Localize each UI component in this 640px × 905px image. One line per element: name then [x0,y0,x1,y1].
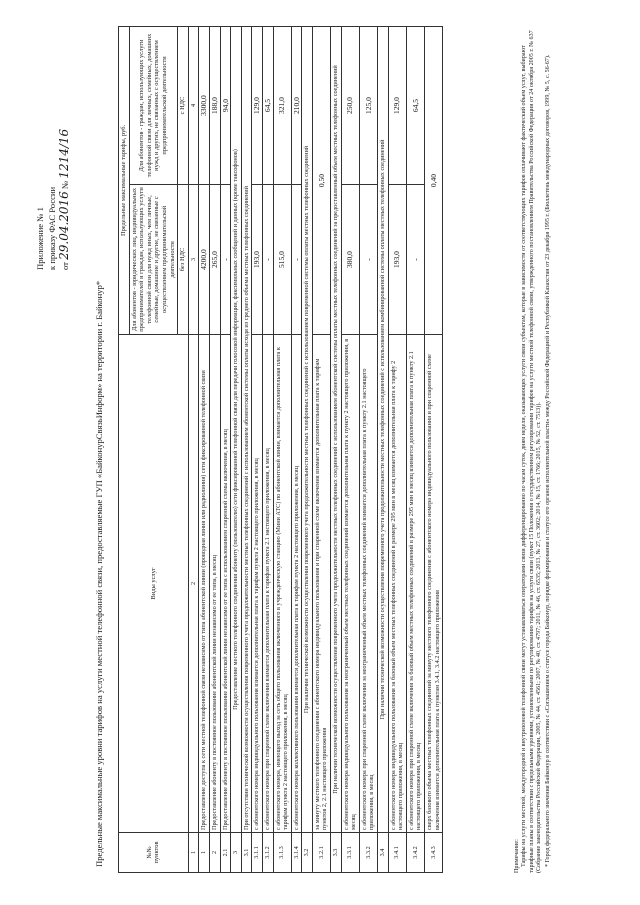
table-row [199,26,210,872]
row-num: 3.3.2 [359,833,377,873]
document-header [34,40,71,270]
row-text: с абонентского номера, имеющего выход за сеть общего пользования включенного в учрежденческую станцию (Мини АТС) по абонентской линии, взимается дополнительная плата к тарифам пункта 2 настоящего приложения, в месяц [273,335,291,833]
row-num: 3.1 [241,833,252,873]
table-row [273,26,291,872]
row-value-legal: 515,0 [273,185,291,335]
row-num: 3.1.1 [252,833,263,873]
row-num: 3.1.4 [291,833,302,873]
row-text: сверх базового объема местных телефонных соединений за минуту местного телефонного соединения с абонентского номера индивидуального пользования и при спаренной схеме включения взимается дополнительная плата к пунктам 3.4.1, 3.4.2 настоящего приложения [425,335,443,833]
header-limits: Предельные максимальные тарифы, руб. [119,26,130,334]
section-row [241,26,252,872]
table-row [220,26,231,872]
table-row [262,26,273,872]
row-text: Предоставление абоненту в постоянное пользование абонентской линии независимо от ее типа, в месяц [209,335,220,833]
row-text: Предоставление абоненту в постоянное пользование абонентской линии независимо от ее типа с использованием спаренной схемы включения, в месяц [220,335,231,833]
table-row [425,26,443,872]
row-value-legal: - [359,185,377,335]
row-num: 2.1 [220,833,231,873]
section-row [231,26,242,872]
row-num: 1 [199,833,210,873]
order-date-line [58,40,71,270]
row-value-citizens: 250,0 [341,26,359,184]
row-value-legal: - [291,185,302,335]
row-value-legal: 193,0 [388,185,406,335]
row-num: 3.1.3 [273,833,291,873]
section-3-1-title: При отсутствии технической возможности осуществления повременного учета продолжительности местных телефонных соединений с использованием абонентской системы оплаты исходя из среднего объема местных телефонных соединений [241,26,252,832]
appendix-label: Приложение № 1 [35,207,45,270]
column-number: 4 [188,26,199,184]
row-text: с абонентского номера индивидуального пользования взимается дополнительная плата к тарифам пункта 2 настоящего приложения, в месяц [252,335,263,833]
header-services: Виды услуг [119,335,189,833]
row-num: 3 [231,833,242,873]
row-num: 3.4.3 [425,833,443,873]
header-legal: Для абонентов - юридических лиц, индивидуальных предпринимателей и граждан, использующих услуги телефонной связи для нужд иных, чем личные, семейные, домашние и другие, не связанные с осуществлением предпринимательской деятельности [129,185,178,335]
column-number: 3 [188,185,199,335]
row-text: с абонентского номера при спаренной схеме включения за неограниченный объем местных телефонных соединений взимается дополнительная плата к пункту 2.1 настоящего приложения, в месяц [359,335,377,833]
section-3-2-title: При наличии технической возможности осуществления повременного учета продолжительности местных телефонных соединений с использованием повременной системы оплаты местных телефонных соединений [302,26,313,832]
header-citizens: Для абонентов - граждан, использующих услуги телефонной связи для личных, семейных, домашних нужд и других, не связанных с осуществлением предпринимательской деятельности [129,26,178,184]
row-text: Предоставление доступа к сети местной телефонной связи независимо от типа абонентской линии (проводная линия или радиолиния) сети фиксированной телефонной связи [199,335,210,833]
table-row [252,26,263,872]
date-prefix: от [60,262,70,270]
row-value-legal: 380,0 [341,185,359,335]
order-line: к приказу ФАС России [47,186,57,270]
row-value-shared: 0,40 [425,26,443,334]
section-row [378,26,389,872]
row-text: с абонентского номера индивидуального пользования за базовый объем местных телефонных соединений в размере 295 мин в месяц взимается дополнительная плата к тарифу 2 настоящего приложения, в месяц [388,335,406,833]
row-text: с абонентского номера коллективного пользования взимается дополнительная плата к тарифам пункта 2 настоящего приложения, в месяц [291,335,302,833]
column-number: 1 [188,833,199,873]
row-num: 3.2 [302,833,313,873]
row-value-legal: - [406,185,424,335]
column-number-row [188,26,199,872]
notes-block [514,27,553,873]
table-row [312,26,330,872]
section-row [302,26,313,872]
document-title [94,27,105,867]
note-paragraph: Тарифы на услуги местной, междугородной и внутризоновой телефонной связи могут устанавливаться операторами связи дифференцированно по часам суток, дням недели, оказывающих услуги связи субъектам, которые в зависимости от соответствующих тарифов оплачивают фактический объем услуг, выбирают тарифные планы в соответствии с предельными уровнями, установленными по регулированию тарифов на услуги связи (пункт 15 Положения о государственном регулировании тарифов на услуги местной телефонной связи, утвержденного постановлением Правительства Российской Федерации от 24 октября 2005 г. № 637 (Собрание законодательства Российской Федерации, 2005, № 44, ст. 4561; 2007, № 40, ст. 4797; 2011, № 46, ст. 6535; 2013, № 27, ст. 3602; 2014, № 15, ст. 1766; 2015, № 52, ст. 7513)). [521,30,543,873]
row-value-citizens: 129,0 [252,26,263,184]
row-num: 3.4.2 [406,833,424,873]
section-3-3-title: При наличии технической возможности осуществления повременного учета продолжительности местных телефонных соединений с использованием абонентской системы оплаты местных телефонных соединений за предоставленный объем местных телефонных соединений [331,26,342,832]
row-text: с абонентского номера индивидуального пользования за неограниченный объем местных телефонных соединений взимается дополнительная плата к пункту 2 настоящего приложения, в месяц [341,335,359,833]
notes-heading: Примечание: [514,839,520,873]
row-value-citizens: 94,0 [220,26,231,184]
section-3-title: Предоставление местного телефонного соединения абоненту (пользователю) сети фиксированной телефонной связи для передачи голосовой информации, факсимильных сообщений и данных (кроме таксофонов) [231,26,242,832]
row-value-legal: 4200,0 [199,185,210,335]
row-num: 3.2.1 [312,833,330,873]
row-value-legal: 193,0 [252,185,263,335]
table-header-row [119,26,130,872]
tariff-table [118,26,443,873]
note-footnote: * Город федерального значения Байконур в соответствии с «Соглашением о статусе города Байконур, порядке формирования и статусе его органов исполнительной власти» между Российской Федерацией и Республикой Казахстан от 23 декабря 1995 г. (Бюллетень международных договоров, 1999, № 5, с. 56-67). [544,54,551,867]
header-num: №№ пунктов [119,833,189,873]
table-row [291,26,302,872]
header-no-vat: без НДС [178,185,189,335]
row-value-citizens: 210,0 [291,26,302,184]
row-num: 3.4 [378,833,389,873]
row-num: 3.4.1 [388,833,406,873]
row-value-citizens: 129,0 [388,26,406,184]
table-row [359,26,377,872]
title-text: Предельные максимальные уровни тарифов на услуги местной телефонной связи, предоставляемые ГУП «БайконурСвязьИнформ» на территории г. Байконур* [94,280,104,867]
row-num: 2 [209,833,220,873]
row-text: с абонентского номера при спаренной схеме включения взимается дополнительная плата к тарифам пункта 2.1 настоящего приложения, в месяц [262,335,273,833]
row-value-citizens: 64,5 [406,26,424,184]
row-text: с абонентского номера при спаренной схеме включения за базовый объем местных телефонных соединений в размере 295 мин в месяц взимается дополнительная плата к пункту 2.1 настоящего приложения, в месяц [406,335,424,833]
row-num: 3.3 [331,833,342,873]
row-value-legal: - [220,185,231,335]
section-3-4-title: При наличии технической возможности осуществления повременного учета продолжительности местных телефонных соединений с использованием комбинированной системы оплаты местных телефонных соединений [378,26,389,832]
row-value-legal: - [262,185,273,335]
table-row [406,26,424,872]
column-number: 2 [188,335,199,833]
table-row [388,26,406,872]
row-num: 3.3.1 [341,833,359,873]
row-value-citizens: 321,0 [273,26,291,184]
row-value-legal: 265,0 [209,185,220,335]
header-with-vat: с НДС [178,26,189,184]
order-date: 29.04.2016 [57,191,71,260]
table-row [341,26,359,872]
order-number: 1214/16 [57,128,71,179]
section-row [331,26,342,872]
row-value-citizens: 188,0 [209,26,220,184]
table-row [209,26,220,872]
row-value-shared: 0,50 [312,26,330,334]
row-value-citizens: 64,5 [262,26,273,184]
number-prefix: № [60,180,70,190]
row-num: 3.1.2 [262,833,273,873]
row-text: за минуту местного телефонного соединения с абонентского номера индивидуального пользования и при спаренной схеме включения взимается дополнительная плата к тарифам пунктов 2, 2.1 настоящего приложения [312,335,330,833]
row-value-citizens: 125,0 [359,26,377,184]
row-value-citizens: 3300,0 [199,26,210,184]
